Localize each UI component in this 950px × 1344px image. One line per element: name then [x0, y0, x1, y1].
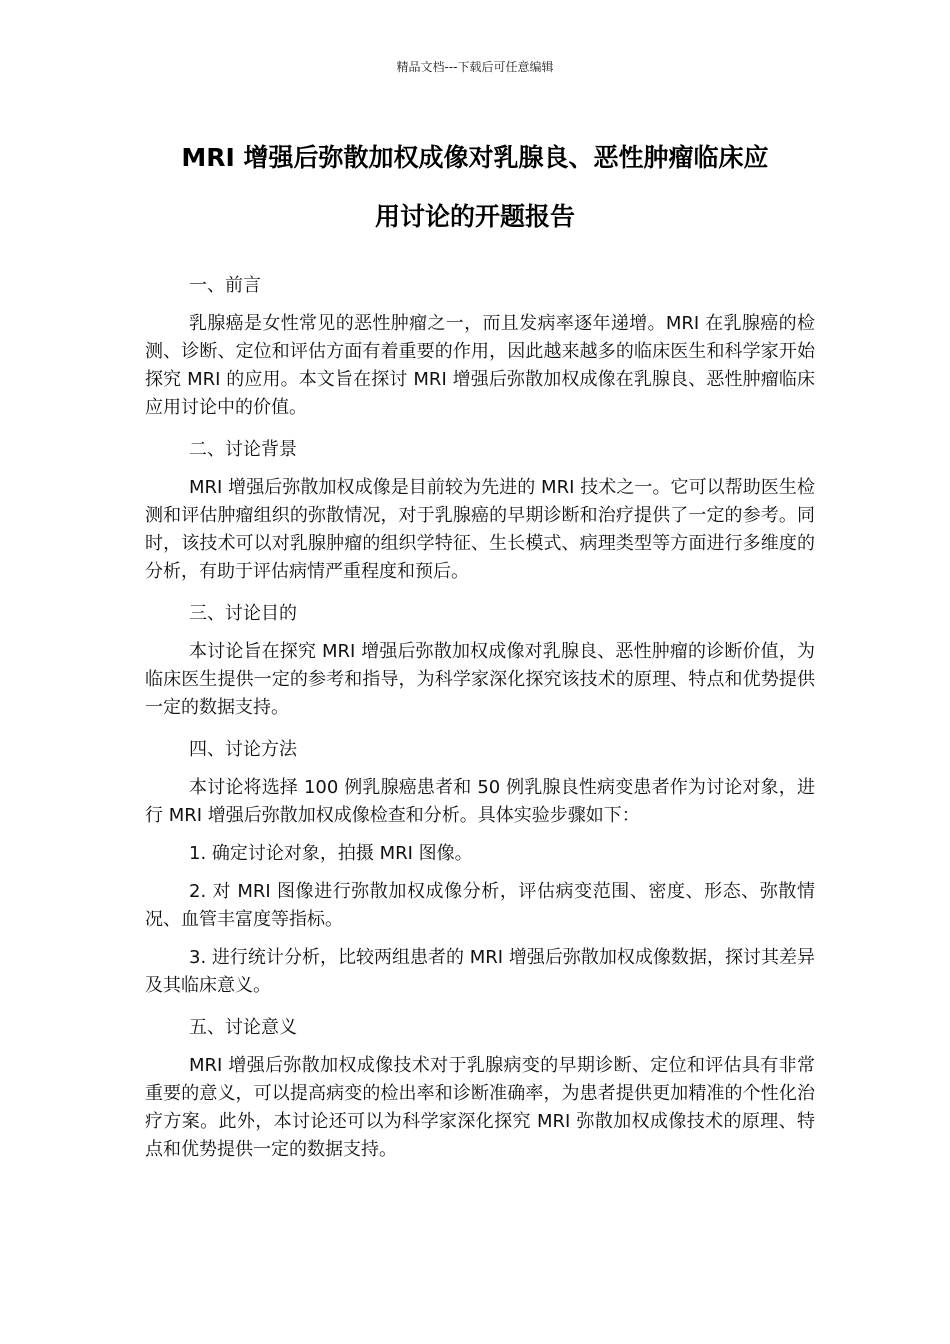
paragraph-significance: MRI 增强后弥散加权成像技术对于乳腺病变的早期诊断、定位和评估具有非常重要的意义，可以提高病变的检出率和诊断准确率，为患者提供更加精准的个性化治疗方案。此外，本讨论还可以为科学家深化探究 MRI 弥散加权成像技术的原理、特点和优势提供一定的数据支持。: [145, 1055, 815, 1160]
paragraph-preface: 乳腺癌是女性常见的恶性肿瘤之一，而且发病率逐年递增。MRI 在乳腺癌的检测、诊断、定位和评估方面有着重要的作用，因此越来越多的临床医生和科学家开始探究 MRI 的应用。本文旨在探讨 MRI 增强后弥散加权成像在乳腺良、恶性肿瘤临床应用讨论中的价值。: [145, 313, 815, 418]
paragraph-background: MRI 增强后弥散加权成像是目前较为先进的 MRI 技术之一。它可以帮助医生检测和评估肿瘤组织的弥散情况，对于乳腺癌的早期诊断和治疗提供了一定的参考。同时，该技术可以对乳腺肿瘤的组织学特征、生长模式、病理类型等方面进行多维度的分析，有助于评估病情严重程度和预后。: [145, 477, 815, 582]
document-title-line-1: MRI 增强后弥散加权成像对乳腺良、恶性肿瘤临床应: [181, 143, 769, 172]
document-body: [145, 272, 815, 1164]
method-step-2: 2. 对 MRI 图像进行弥散加权成像分析，评估病变范围、密度、形态、弥散情况、血管丰富度等指标。: [145, 881, 815, 930]
section-heading-purpose: 三、讨论目的: [189, 603, 297, 624]
paragraph-method: 本讨论将选择 100 例乳腺癌患者和 50 例乳腺良性病变患者作为讨论对象，进行 MRI 增强后弥散加权成像检查和分析。具体实验步骤如下：: [145, 777, 815, 826]
section-heading-preface: 一、前言: [189, 275, 261, 296]
page-header-note: 精品文档---下载后可任意编辑: [396, 60, 554, 74]
section-heading-method: 四、讨论方法: [189, 739, 297, 760]
section-heading-significance: 五、讨论意义: [189, 1017, 297, 1038]
section-heading-background: 二、讨论背景: [189, 439, 297, 460]
method-step-1: 1. 确定讨论对象，拍摄 MRI 图像。: [189, 843, 473, 864]
method-step-3: 3. 进行统计分析，比较两组患者的 MRI 增强后弥散加权成像数据，探讨其差异及其临床意义。: [145, 947, 815, 996]
document-title-line-2: 用讨论的开题报告: [374, 202, 575, 231]
paragraph-purpose: 本讨论旨在探究 MRI 增强后弥散加权成像对乳腺良、恶性肿瘤的诊断价值，为临床医生提供一定的参考和指导，为科学家深化探究该技术的原理、特点和优势提供一定的数据支持。: [145, 641, 815, 718]
